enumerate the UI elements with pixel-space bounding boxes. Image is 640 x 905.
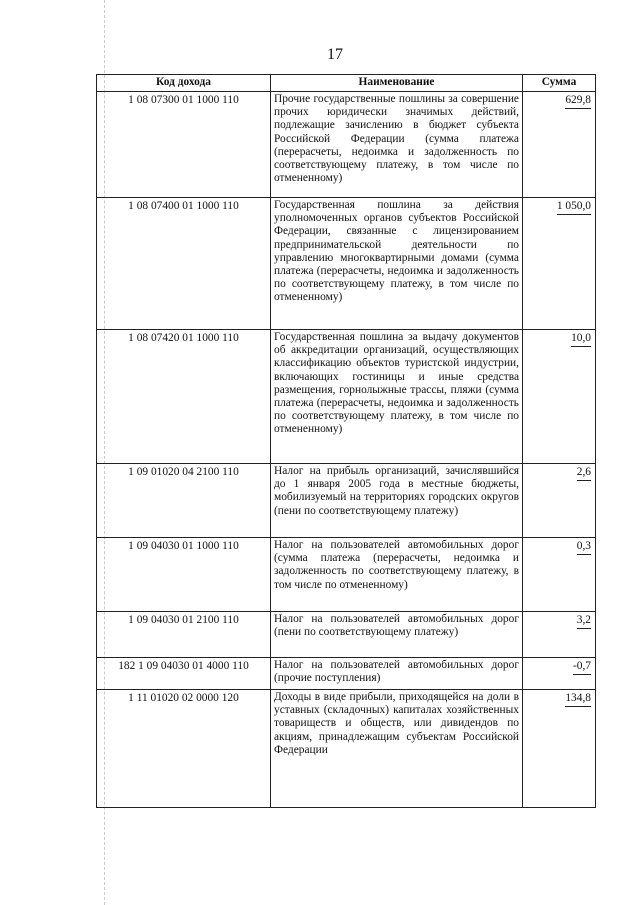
table-row bbox=[97, 198, 596, 330]
row-code: 1 09 01020 04 2100 110 bbox=[97, 464, 271, 538]
row-name: Налог на пользователей автомобильных дорог (сумма платежа (перерасчеты, недоимка и задолженность по соответствующему платежу, в том числе по отмененному) bbox=[271, 538, 523, 612]
row-sum: 1 050,0 bbox=[557, 200, 591, 215]
row-code: 1 08 07300 01 1000 110 bbox=[97, 92, 271, 198]
table-row bbox=[97, 690, 596, 808]
row-sum: 629,8 bbox=[565, 94, 591, 109]
table-row bbox=[97, 464, 596, 538]
table-header-row bbox=[97, 75, 596, 92]
row-sum-cell bbox=[523, 612, 596, 658]
row-sum: 0,3 bbox=[577, 540, 591, 555]
row-sum-cell bbox=[523, 538, 596, 612]
table-row bbox=[97, 658, 596, 690]
row-sum-cell bbox=[523, 92, 596, 198]
table-row bbox=[97, 612, 596, 658]
row-name: Налог на пользователей автомобильных дорог (пени по соответствующему платежу) bbox=[271, 612, 523, 658]
row-code: 1 08 07400 01 1000 110 bbox=[97, 198, 271, 330]
row-sum-cell bbox=[523, 330, 596, 464]
row-name: Налог на пользователей автомобильных дорог (прочие поступления) bbox=[271, 658, 523, 690]
header-sum: Сумма bbox=[523, 75, 596, 92]
row-name: Налог на прибыль организаций, зачислявшийся до 1 января 2005 года в местные бюджеты, мобилизуемый на территориях городских округов (пени по соответствующему платежу) bbox=[271, 464, 523, 538]
row-name: Государственная пошлина за действия уполномоченных органов субъектов Российской Федерации, связанные с лицензированием предпринимательской деятельности по управлению многоквартирными домами (сумма платежа (перерасчеты, недоимка и задолженность по соответствующему платежу, в том числе по отмененному) bbox=[271, 198, 523, 330]
row-sum: 10,0 bbox=[571, 332, 591, 347]
row-sum-cell bbox=[523, 690, 596, 808]
row-sum-cell bbox=[523, 658, 596, 690]
page-number: 17 bbox=[327, 46, 343, 63]
header-name: Наименование bbox=[271, 75, 523, 92]
income-table bbox=[96, 74, 596, 808]
table-row bbox=[97, 538, 596, 612]
row-name: Доходы в виде прибыли, приходящейся на доли в уставных (складочных) капиталах хозяйственных товариществ и обществ, или дивидендов по акциям, принадлежащим субъектам Российской Федерации bbox=[271, 690, 523, 808]
row-code: 1 11 01020 02 0000 120 bbox=[97, 690, 271, 808]
table-row bbox=[97, 92, 596, 198]
row-sum: 134,8 bbox=[565, 692, 591, 707]
row-name: Государственная пошлина за выдачу документов об аккредитации организаций, осуществляющих классификацию объектов туристской индустрии, включающих гостиницы и иные средства размещения, горнолыжные трассы, пляжи (сумма платежа (перерасчеты, недоимка и задолженность по соответствующему платежу, в том числе по отмененному) bbox=[271, 330, 523, 464]
row-sum: -0,7 bbox=[573, 660, 591, 675]
row-sum: 2,6 bbox=[577, 466, 591, 481]
row-code: 1 09 04030 01 2100 110 bbox=[97, 612, 271, 658]
header-code: Код дохода bbox=[97, 75, 271, 92]
row-code: 182 1 09 04030 01 4000 110 bbox=[97, 658, 271, 690]
table-row bbox=[97, 330, 596, 464]
row-sum: 3,2 bbox=[577, 614, 591, 629]
row-code: 1 08 07420 01 1000 110 bbox=[97, 330, 271, 464]
row-name: Прочие государственные пошлины за совершение прочих юридически значимых действий, подлежащие зачислению в бюджет субъекта Российской Федерации (сумма платежа (перерасчеты, недоимка и задолженность по соответствующему платежу, в том числе по отмененному) bbox=[271, 92, 523, 198]
row-code: 1 09 04030 01 1000 110 bbox=[97, 538, 271, 612]
row-sum-cell bbox=[523, 198, 596, 330]
row-sum-cell bbox=[523, 464, 596, 538]
